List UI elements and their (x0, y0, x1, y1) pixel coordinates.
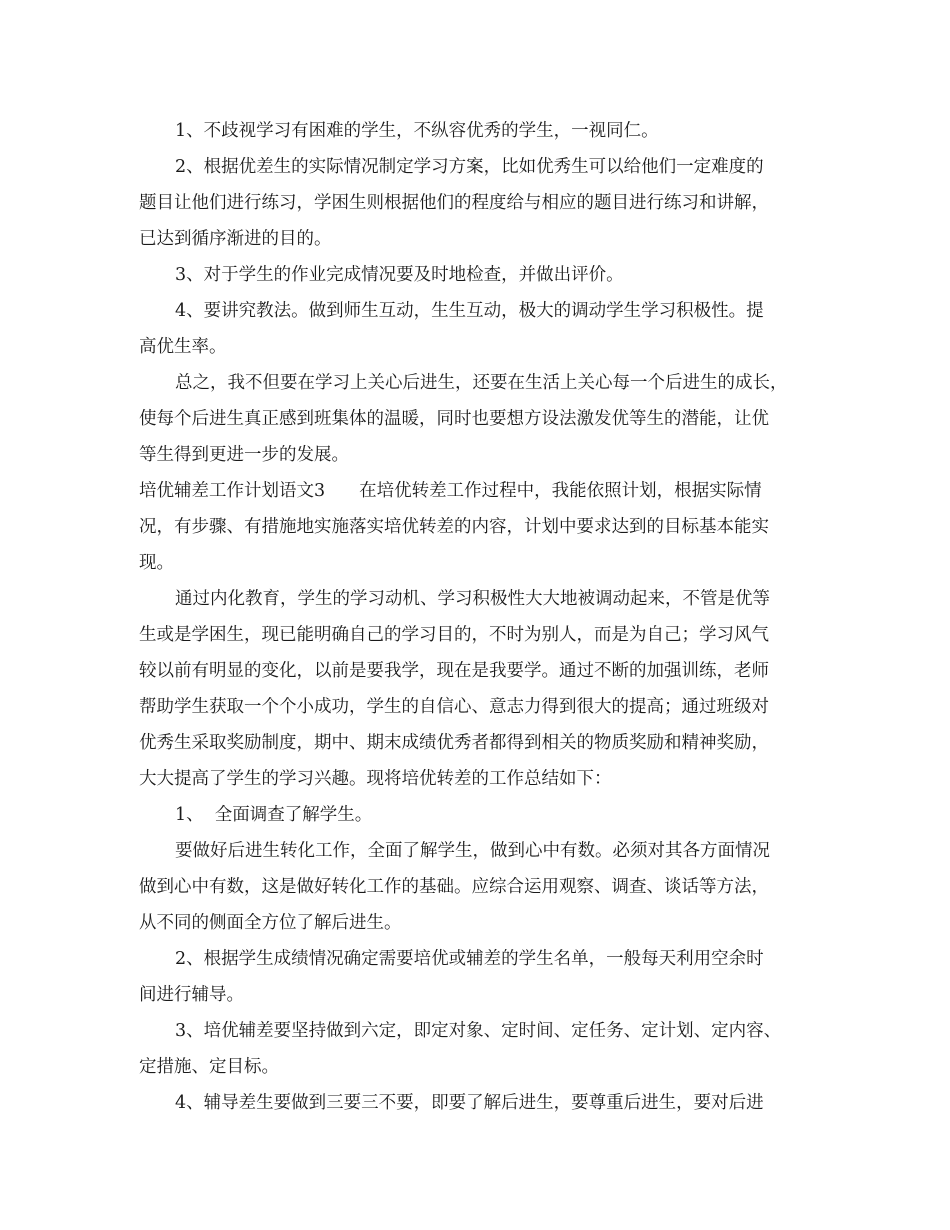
paragraph-line: 4、要讲究教法。做到师生互动，生生互动，极大的调动学生学习积极性。提 (175, 301, 764, 321)
paragraph-line: 总之，我不但要在学习上关心后进生，还要在生活上关心每一个后进生的成长， (175, 373, 788, 393)
paragraph-line: 从不同的侧面全方位了解后进生。 (139, 913, 402, 933)
paragraph-line: 3、培优辅差要坚持做到六定，即定对象、定时间、定任务、定计划、定内容、 (175, 1021, 782, 1041)
section-heading-line (139, 473, 762, 509)
paragraph-line: 题目让他们进行练习，学困生则根据他们的程度给与相应的题目进行练习和讲解， (139, 193, 769, 213)
paragraph-line: 通过内化教育，学生的学习动机、学习积极性大大地被调动起来，不管是优等 (175, 589, 770, 609)
paragraph-line: 已达到循序渐进的目的。 (139, 229, 332, 249)
paragraph-line: 高优生率。 (139, 337, 227, 357)
paragraph-line: 生或是学困生，现已能明确自己的学习目的，不时为别人，而是为自己；学习风气 (139, 625, 769, 645)
paragraph-line: 4、辅导差生要做到三要三不要，即要了解后进生，要尊重后进生，要对后进 (175, 1093, 764, 1113)
paragraph-line: 2、根据学生成绩情况确定需要培优或辅差的学生名单，一般每天利用空余时 (175, 949, 764, 969)
paragraph-line: 做到心中有数，这是做好转化工作的基础。应综合运用观察、调查、谈话等方法， (139, 877, 769, 897)
paragraph-line: 定措施、定目标。 (139, 1057, 279, 1077)
paragraph-line: 等生得到更进一步的发展。 (139, 445, 349, 465)
paragraph-line: 优秀生采取奖励制度，期中、期末成绩优秀者都得到相关的物质奖励和精神奖励， (139, 733, 769, 753)
paragraph-line: 较以前有明显的变化，以前是要我学，现在是我要学。通过不断的加强训练，老师 (139, 661, 769, 681)
paragraph-line: 要做好后进生转化工作，全面了解学生，做到心中有数。必须对其各方面情况 (175, 841, 770, 861)
paragraph-line: 间进行辅导。 (139, 985, 244, 1005)
paragraph-line: 2、根据优差生的实际情况制定学习方案，比如优秀生可以给他们一定难度的 (175, 157, 764, 177)
paragraph-line: 现。 (139, 553, 174, 573)
paragraph-line: 1、不歧视学习有困难的学生，不纵容优秀的学生，一视同仁。 (175, 121, 659, 141)
paragraph-line: 大大提高了学生的学习兴趣。现将培优转差的工作总结如下： (139, 769, 612, 789)
paragraph-line: 使每个后进生真正感到班集体的温暖，同时也要想方设法激发优等生的潜能，让优 (139, 409, 769, 429)
paragraph-line: 1、 全面调查了解学生。 (175, 805, 373, 825)
paragraph-line: 况，有步骤、有措施地实施落实培优转差的内容，计划中要求达到的目标基本能实 (139, 517, 769, 537)
section-heading: 培优辅差工作计划语文3 (139, 481, 326, 501)
paragraph-text: 在培优转差工作过程中，我能依照计划，根据实际情 (359, 481, 762, 501)
paragraph-line: 3、对于学生的作业完成情况要及时地检查，并做出评价。 (175, 265, 624, 285)
paragraph-line: 帮助学生获取一个个小成功，学生的自信心、意志力得到很大的提高；通过班级对 (139, 697, 769, 717)
